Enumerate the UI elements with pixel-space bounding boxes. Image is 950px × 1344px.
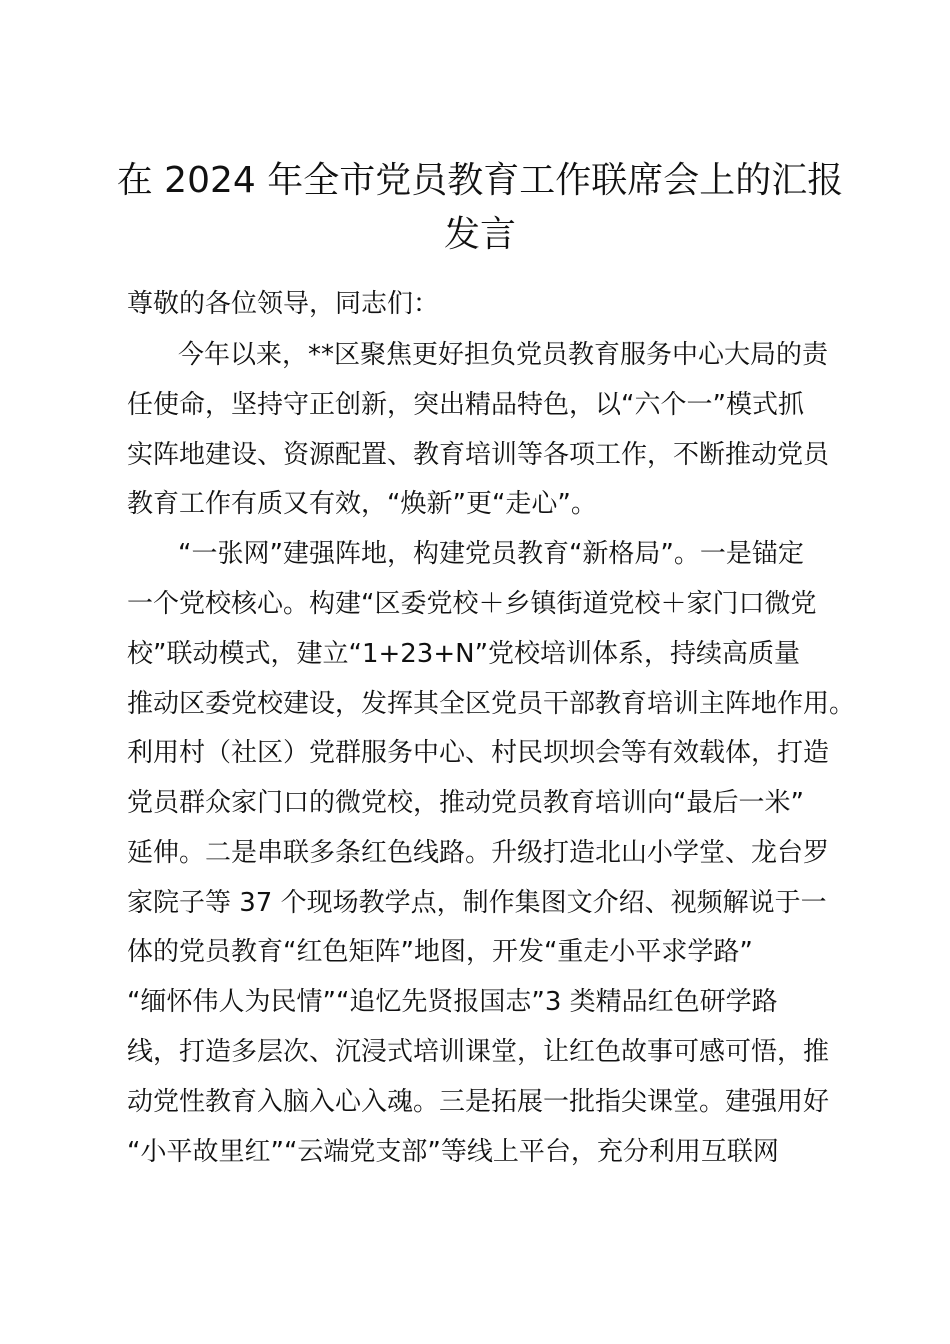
body-line: 一个党校核心。构建“区委党校＋乡镇街道党校＋家门口微党 [127, 589, 817, 619]
body-line: 实阵地建设、资源配置、教育培训等各项工作，不断推动党员 [127, 440, 830, 470]
body-line: 教育工作有质又有效，“焕新”更“走心”。 [127, 489, 597, 519]
salutation: 尊敬的各位领导，同志们： [127, 289, 440, 319]
body-line: “小平故里红”“云端党支部”等线上平台，充分利用互联网 [127, 1137, 779, 1167]
document-title-line-2: 发言 [443, 214, 516, 255]
body-line: 家院子等 37 个现场教学点，制作集图文介绍、视频解说于一 [127, 888, 827, 918]
body-line: 动党性教育入脑入心入魂。三是拓展一批指尖课堂。建强用好 [127, 1087, 830, 1117]
document-title-line-1: 在 2024 年全市党员教育工作联席会上的汇报 [116, 160, 844, 201]
body-line: 线，打造多层次、沉浸式培训课堂，让红色故事可感可悟，推 [127, 1037, 830, 1067]
body-line: 体的党员教育“红色矩阵”地图，开发“重走小平求学路” [127, 937, 753, 967]
body-line: 延伸。二是串联多条红色线路。升级打造北山小学堂、龙台罗 [127, 838, 830, 868]
body-line: 党员群众家门口的微党校，推动党员教育培训向“最后一米” [127, 788, 804, 818]
body-line: “一张网”建强阵地，构建党员教育“新格局”。一是锚定 [178, 539, 804, 569]
body-line: 今年以来，**区聚焦更好担负党员教育服务中心大局的责 [178, 340, 829, 370]
body-line: 推动区委党校建设，发挥其全区党员干部教育培训主阵地作用。 [127, 689, 856, 719]
body-line: 任使命，坚持守正创新，突出精品特色，以“六个一”模式抓 [127, 390, 804, 420]
body-line: 校”联动模式，建立“1+23+N”党校培训体系，持续高质量 [127, 639, 801, 669]
body-line: “缅怀伟人为民情”“追忆先贤报国志”3 类精品红色研学路 [127, 987, 778, 1017]
body-line: 利用村（社区）党群服务中心、村民坝坝会等有效载体，打造 [127, 738, 830, 768]
